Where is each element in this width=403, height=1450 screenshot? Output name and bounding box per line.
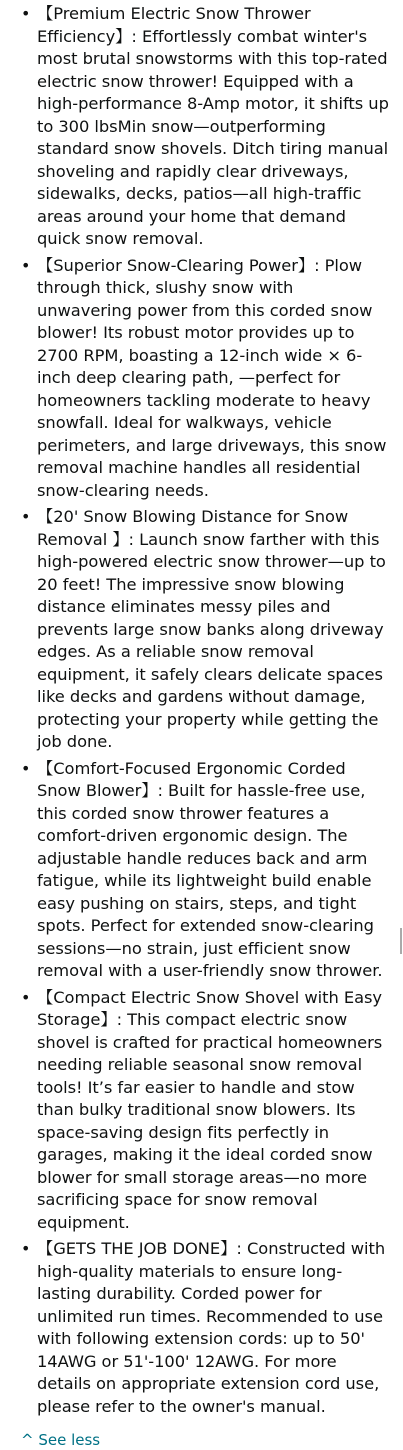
feature-bullet-text: 【GETS THE JOB DONE】: Constructed with high-quality materials to ensure long-lasting durability. Corded power for unlimited run times. Recommended to use with following extension cords: up to 50' 14AWG or 51'-100' 12AWG. For more details on appropriate extension cord use, please refer to the owner's manual. xyxy=(37,1239,386,1416)
bullet-dot-icon: • xyxy=(21,1239,31,1258)
feature-bullet-text: 【Superior Snow-Clearing Power】: Plow through thick, slushy snow with unwavering power from this corded snow blower! Its robust motor provides up to 2700 RPM, boasting a 12-inch wide × 6-inch deep clearing path, —perfect for homeowners tackling moderate to heavy snowfall. Ideal for walkways, vehicle perimeters, and large driveways, this snow removal machine handles all residential snow-clearing needs. xyxy=(37,255,387,500)
feature-bullet xyxy=(0,255,403,503)
feature-bullet-text: 【Compact Electric Snow Shovel with Easy Storage】: This compact electric snow shovel is crafted for practical homeowners needing reliable seasonal snow removal tools! It’s far easier to handle and stow than bulky traditional snow blowers. Its space-saving design fits perfectly in garages, making it the ideal corded snow blower for small storage areas—no more sacrificing space for snow removal equipment. xyxy=(37,987,383,1232)
see-less-link[interactable]: ^ See less xyxy=(21,1431,101,1449)
bullet-dot-icon: • xyxy=(21,4,31,23)
feature-bullet-text: 【20' Snow Blowing Distance for Snow Removal 】: Launch snow farther with this high-powered electric snow thrower—up to 20 feet! The impressive snow blowing distance eliminates messy piles and prevents large snow banks along driveway edges. As a reliable snow removal equipment, it safely clears delicate spaces like decks and gardens without damage, protecting your property while getting the job done. xyxy=(37,507,386,751)
feature-bullet xyxy=(0,1238,403,1418)
feature-bullet-list xyxy=(0,3,403,1422)
feature-bullet xyxy=(0,3,403,251)
feature-bullet-text: 【Premium Electric Snow Thrower Efficiency】: Effortlessly combat winter's most brutal snowstorms with this top-rated electric snow thrower! Equipped with a high-performance 8-Amp motor, it shifts up to 300 lbsMin snow—outperforming standard snow shovels. Ditch tiring manual shoveling and rapidly clear driveways, sidewalks, decks, patios—all high-traffic areas around your home that demand quick snow removal. xyxy=(37,4,389,248)
scroll-indicator[interactable] xyxy=(400,928,402,954)
bullet-dot-icon: • xyxy=(21,987,31,1007)
feature-bullet-text: 【Comfort-Focused Ergonomic Corded Snow Blower】: Built for hassle-free use, this corded snow thrower features a comfort-driven ergonomic design. The adjustable handle reduces back and arm fatigue, while its lightweight build enable easy pushing on stairs, steps, and tight spots. Perfect for extended snow-clearing sessions—no strain, just efficient snow removal with a user-friendly snow thrower. xyxy=(37,758,383,980)
feature-bullet xyxy=(0,758,403,983)
bullet-dot-icon: • xyxy=(21,255,31,275)
feature-bullet xyxy=(0,987,403,1235)
feature-bullet xyxy=(0,506,403,754)
bullet-dot-icon: • xyxy=(21,507,31,526)
bullet-dot-icon: • xyxy=(21,758,31,778)
